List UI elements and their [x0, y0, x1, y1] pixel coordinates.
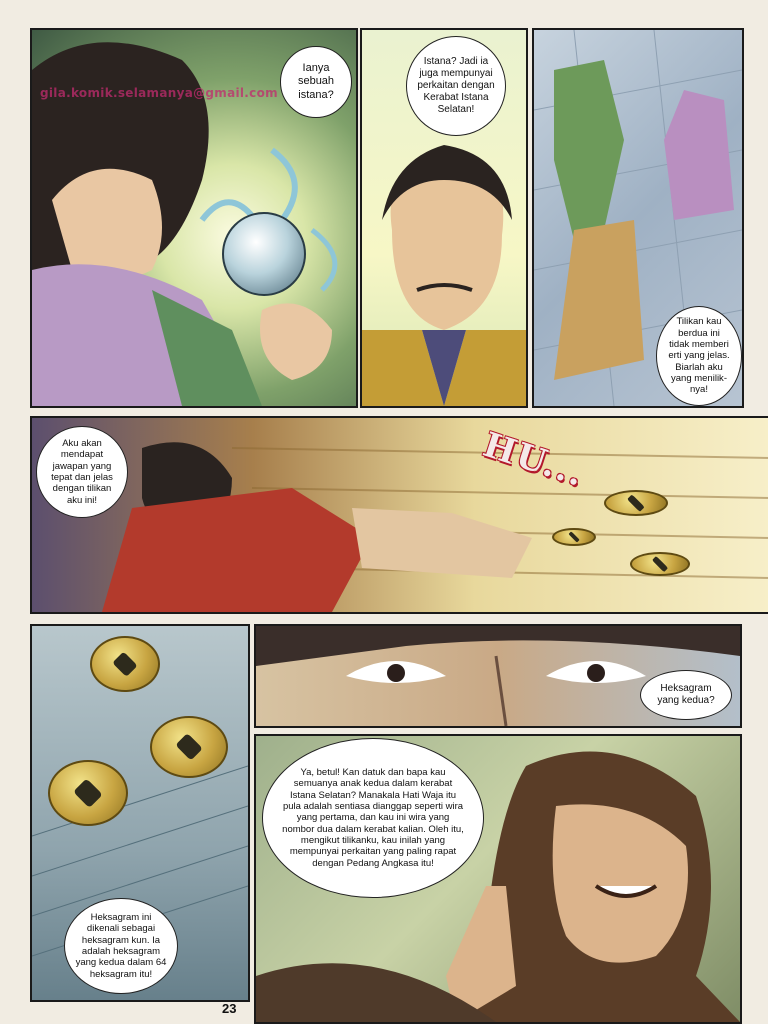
- hexagram-coin-icon: [90, 636, 160, 692]
- hexagram-coin-icon: [150, 716, 228, 778]
- panel-mustached-man: [360, 28, 528, 408]
- speech-bubble-figure: Tilikan kau berdua ini tidak memberi erti yang jelas. Biarlah aku yang meniliknya!: [656, 306, 742, 406]
- speech-bubble-woman: Ianya sebuah istana?: [280, 46, 352, 118]
- crystal-orb-icon: [222, 212, 306, 296]
- hexagram-coin-icon: [630, 552, 690, 576]
- speech-bubble-narration: Heksagram ini dikenali sebagai heksagram kun. Ia adalah heksagram yang kedua dalam 64 heksagram itu!: [64, 898, 178, 994]
- panel-woman-orb: [30, 28, 358, 408]
- speech-bubble-question: Heksagram yang kedua?: [640, 670, 732, 720]
- panel-three-figures: [532, 28, 744, 408]
- panel-grinning-man: [254, 734, 742, 1024]
- hexagram-coin-icon: [552, 528, 596, 546]
- hexagram-coin-icon: [604, 490, 668, 516]
- speech-bubble-thrower: Aku akan mendapat jawapan yang tepat dan jelas dengan tilikan aku ini!: [36, 426, 128, 518]
- panel-coin-throw: [30, 416, 768, 614]
- panel-coins-falling: [30, 624, 250, 1002]
- speech-bubble-man: Istana? Jadi ia juga mempunyai perkaitan dengan Kerabat Istana Selatan!: [406, 36, 506, 136]
- sound-effect: HU...: [478, 424, 590, 496]
- watermark: gila.komik.selamanya@gmail.com: [40, 86, 278, 100]
- speech-bubble-explanation: Ya, betul! Kan datuk dan bapa kau semuanya anak kedua dalam kerabat Istana Selatan? Manakala Hati Waja itu pula adalah sentiasa dianggap seperti wira yang pertama, dan kau ini wira yang nombor dua dalam kerabat kalian. Oleh itu, mengikut tilikanku, kau inilah yang mempunyai perkaitan yang paling rapat dengan Pedang Angkasa itu!: [262, 738, 484, 898]
- page-number: 23: [222, 1001, 237, 1016]
- panel-eyes-closeup: [254, 624, 742, 728]
- hexagram-coin-icon: [48, 760, 128, 826]
- panel-4-art: [32, 418, 768, 612]
